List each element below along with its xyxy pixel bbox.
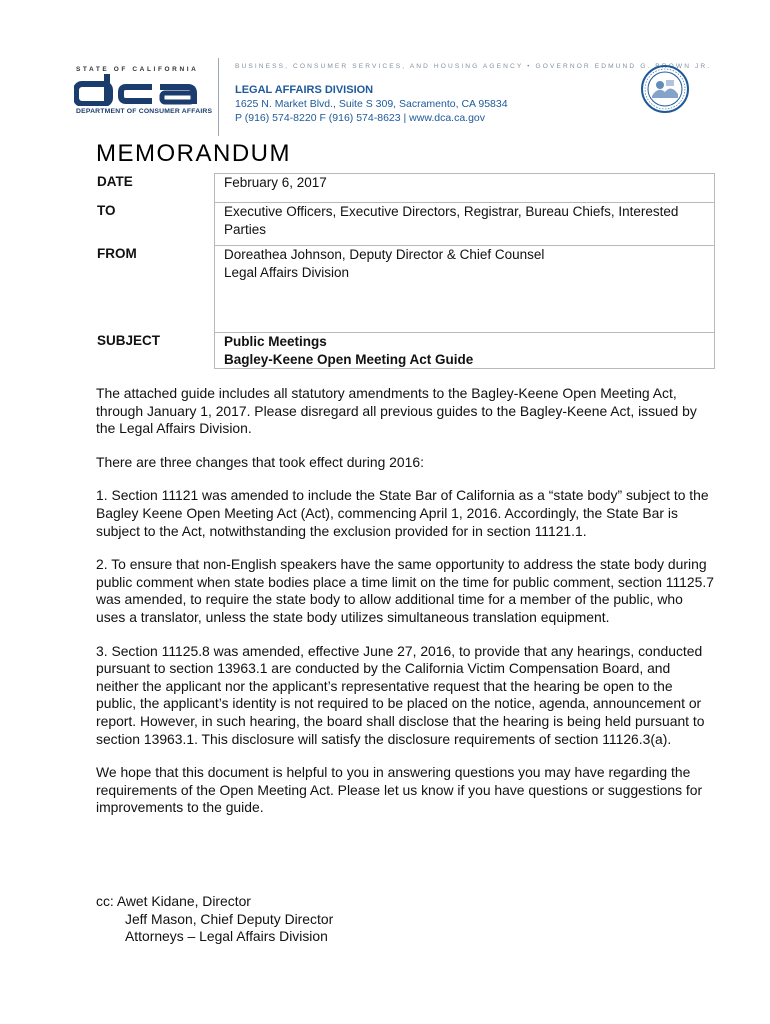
from-line-1: Doreathea Johnson, Deputy Director & Chief Counsel xyxy=(224,247,545,262)
from-line-2: Legal Affairs Division xyxy=(224,264,350,280)
body-paragraph: There are three changes that took effect during 2016: xyxy=(96,453,424,470)
memo-title: MEMORANDUM xyxy=(96,140,291,167)
subject-line-1: Public Meetings xyxy=(224,334,327,349)
agency-line: BUSINESS, CONSUMER SERVICES, AND HOUSING AGENCY • GOVERNOR EDMUND G. BROWN JR. xyxy=(235,63,712,70)
division-address: 1625 N. Market Blvd., Suite S 309, Sacramento, CA 95834 xyxy=(235,98,508,110)
to-label: TO xyxy=(97,202,116,218)
state-seal-icon xyxy=(640,64,690,114)
logo-state-text: STATE OF CALIFORNIA xyxy=(76,66,199,73)
body-paragraph: 3. Section 11125.8 was amended, effective June 27, 2016, to provide that any hearings, conducted pursuant to section 13963.1 are conducted by the California Victim Compensation Board, and neither the applicant nor the applicant’s representative request that the hearing be open to the public, the applicant’s identity is not required to be placed on the notice, agenda, announcement or report. However, in such hearing, the board shall disclose that the hearing is being held pursuant to section 13963.1. This disclosure will satisfy the disclosure requirements of section 11126.3(a). xyxy=(96,642,705,747)
body-paragraph: 2. To ensure that non-English speakers have the same opportunity to address the state body during public comment when state bodies place a time limit on the time for public comment, section 11125.7 was amended, to require the state body to allow additional time for a member of the public, who uses a translator, unless the state body utilizes simultaneous translation equipment. xyxy=(96,556,714,625)
from-value xyxy=(215,246,715,333)
subject-line-2: Bagley-Keene Open Meeting Act Guide xyxy=(224,351,474,367)
date-value: February 6, 2017 xyxy=(215,174,715,203)
to-value: Executive Officers, Executive Directors, Registrar, Bureau Chiefs, Interested Parties xyxy=(215,203,715,246)
cc-line-2: Jeff Mason, Chief Deputy Director xyxy=(125,910,334,927)
body-paragraph: We hope that this document is helpful to you in answering questions you may have regarding the requirements of the Open Meeting Act. Please let us know if you have questions or suggestions for improvements to the guide. xyxy=(96,764,703,816)
date-label: DATE xyxy=(97,173,133,189)
cc-line-3: Attorneys – Legal Affairs Division xyxy=(125,928,328,945)
letterhead-divider xyxy=(218,58,219,136)
from-label: FROM xyxy=(97,245,137,261)
cc-line-1: cc: Awet Kidane, Director xyxy=(96,893,251,909)
body-paragraph: 1. Section 11121 was amended to include the State Bar of California as a “state body” subject to the Bagley Keene Open Meeting Act (Act), commencing April 1, 2016. Accordingly, the State Bar is subject to the Act, notwithstanding the exclusion provided for in section 11121.1. xyxy=(96,487,709,539)
subject-label: SUBJECT xyxy=(97,332,161,348)
body-paragraph: The attached guide includes all statutory amendments to the Bagley-Keene Open Meeting Act, through January 1, 2017. Please disregard all previous guides to the Bagley-Keene Act, issued by the Legal Affairs Division. xyxy=(96,385,697,437)
subject-value xyxy=(215,333,715,369)
division-contact: P (916) 574-8220 F (916) 574-8623 | www.dca.ca.gov xyxy=(235,112,486,124)
cc-block xyxy=(96,893,333,946)
logo-department-text: DEPARTMENT OF CONSUMER AFFAIRS xyxy=(76,108,213,115)
dca-logo-icon xyxy=(74,74,204,106)
memo-header-table xyxy=(95,173,715,369)
memo-body xyxy=(96,385,716,833)
division-name: LEGAL AFFAIRS DIVISION xyxy=(235,84,374,96)
